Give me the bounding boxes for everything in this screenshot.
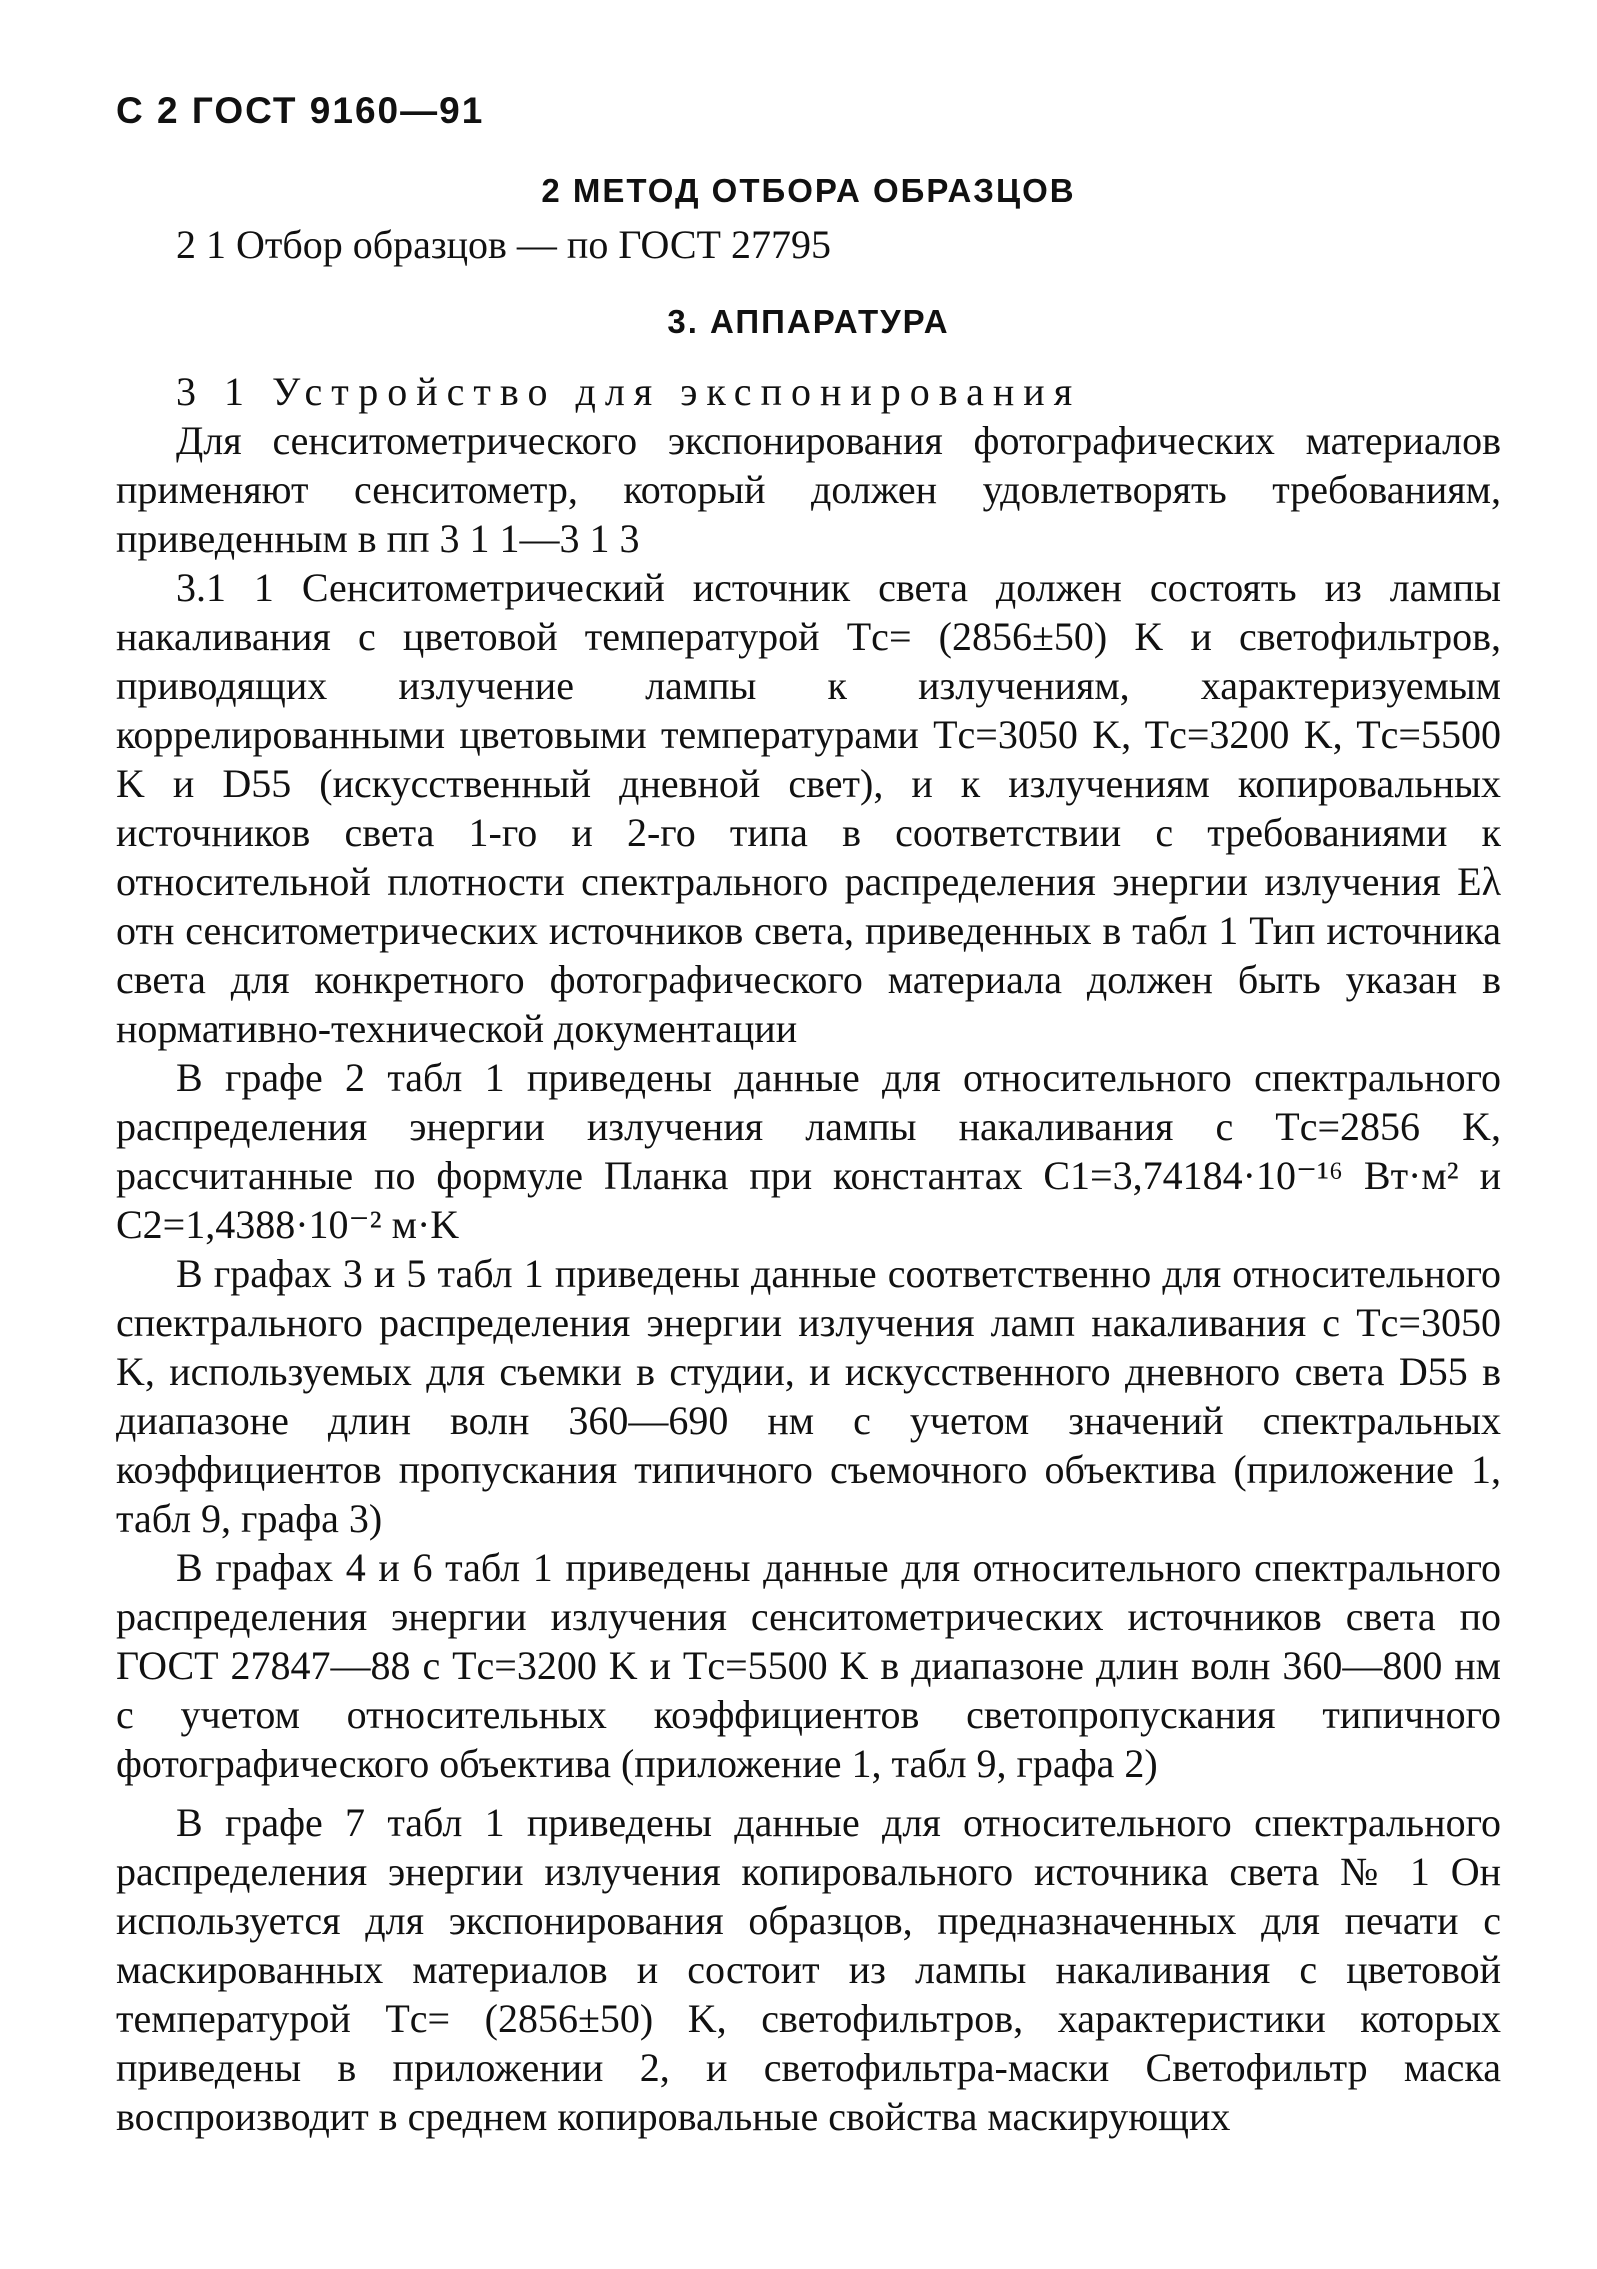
section-2-title: 2 МЕТОД ОТБОРА ОБРАЗЦОВ bbox=[541, 172, 1076, 209]
paragraph-columns-3-5: В графах 3 и 5 табл 1 приведены данные соответственно для относительного спектрального распределения энергии излучения ламп накаливания с Tс=3050 K, используемых для съемки в студии, и искусственного дневного света D55 в диапазоне длин волн 360—690 нм с учетом значений спектральных коэффициентов пропускания типичного съемочного объектива (приложение 1, табл 9, графа 3) bbox=[116, 1251, 1501, 1541]
paragraph-column-7: В графе 7 табл 1 приведены данные для относительного спектрального распределения энергии излучения копировального источника света № 1 Он используется для экспонирования образцов, предназначенных для печати с маскированных материалов и состоит из лампы накаливания с цветовой температурой Tс= (2856±50) K, светофильтров, характеристики которых приведены в приложении 2, и светофильтра-маски Светофильтр маска воспроизводит в среднем копировальные свойства маскирующих bbox=[116, 1800, 1501, 2139]
paragraph-3-1-intro: Для сенситометрического экспонирования фотографических материалов применяют сенситометр, который должен удовлетворять требованиям, приведенным в пп 3 1 1—3 1 3 bbox=[116, 418, 1501, 561]
paragraph-3-1-1: 3.1 1 Сенситометрический источник света должен состоять из лампы накаливания с цветовой температурой Tс= (2856±50) K и светофильтров, приводящих излучение лампы к излучениям, характеризуемым коррелированными цветовыми температурами Tс=3050 K, Tс=3200 K, Tс=5500 K и D55 (искусственный дневной свет), и к излучениям копировальных источников света 1-го и 2-го типа в соответствии с требованиями к относительной плотности спектрального распределения энергии излучения Eλ отн сенситометрических источников света, приведенных в табл 1 Тип источника света для конкретного фотографического материала должен быть указан в нормативно-технической документации bbox=[116, 565, 1501, 1051]
paragraph-columns-4-6: В графах 4 и 6 табл 1 приведены данные для относительного спектрального распределения энергии излучения сенситометрических источников света по ГОСТ 27847—88 с Tс=3200 K и Tс=5500 K в диапазоне длин волн 360—800 нм с учетом относительных коэффициентов светопропускания типичного фотографического объектива (приложение 1, табл 9, графа 2) bbox=[116, 1545, 1501, 1786]
paragraph-column-2: В графе 2 табл 1 приведены данные для относительного спектрального распределения энергии излучения лампы накаливания с Tс=2856 K, рассчитанные по формуле Планка при константах C1=3,74184·10⁻¹⁶ Вт·м² и C2=1,4388·10⁻² м·K bbox=[116, 1055, 1501, 1247]
document-page bbox=[116, 90, 1501, 2141]
section-3-title: 3. АППАРАТУРА bbox=[667, 303, 950, 340]
paragraph-2-1: 2 1 Отбор образцов — по ГОСТ 27795 bbox=[176, 222, 831, 267]
page-header: С 2 ГОСТ 9160—91 bbox=[116, 90, 485, 131]
subsection-3-1-title: 3 1 Устройство для экспонирования bbox=[176, 369, 1082, 414]
